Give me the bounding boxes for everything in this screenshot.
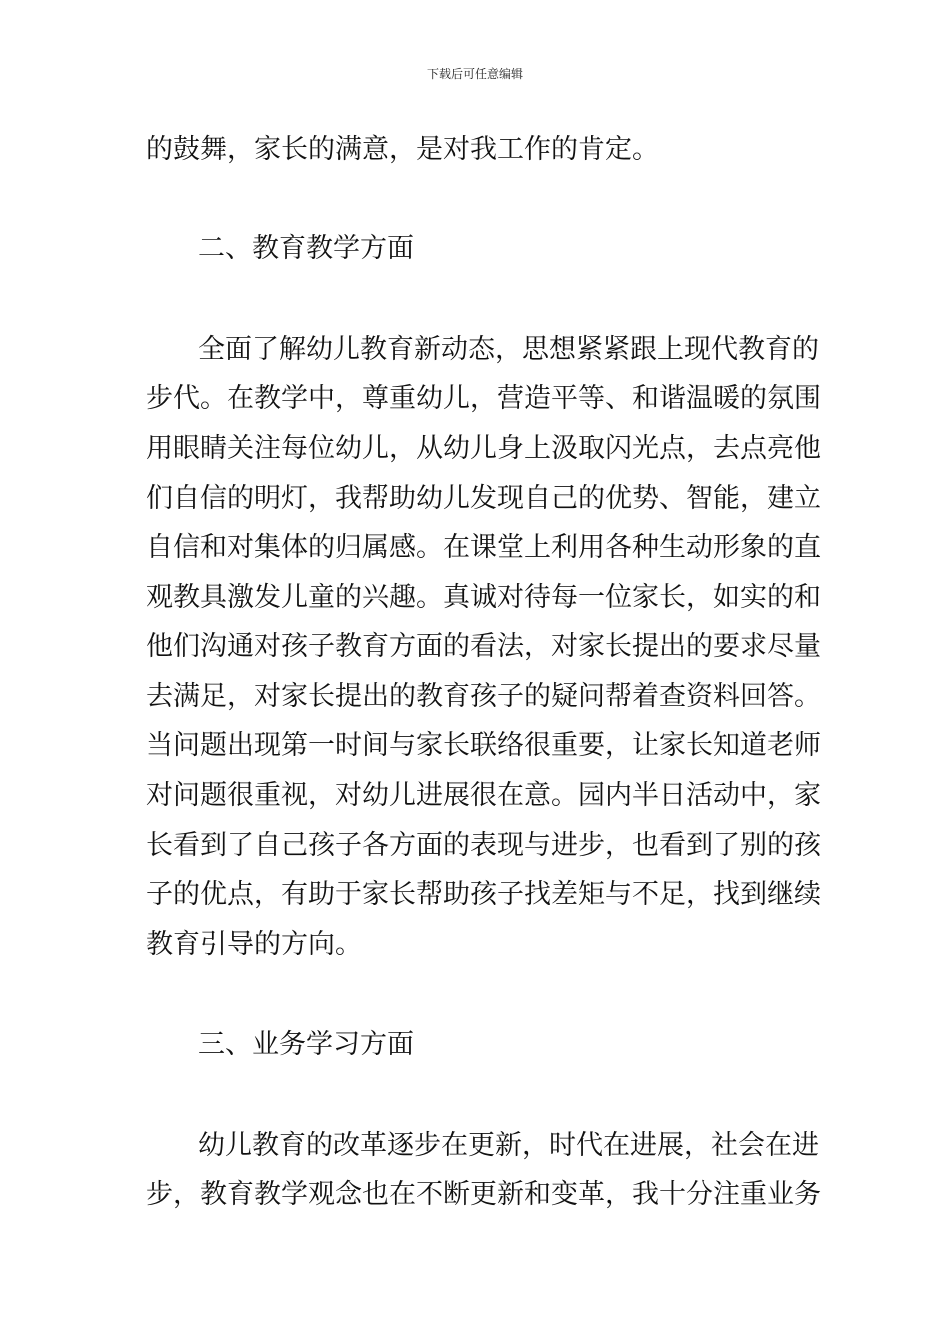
- paragraph-line: 教育引导的方向。: [146, 929, 362, 960]
- paragraph-line: 步，教育教学观念也在不断更新和变革，我十分注重业务: [146, 1179, 821, 1210]
- paragraph-line: 对问题很重视，对幼儿进展很在意。园内半日活动中，家: [146, 780, 821, 811]
- paragraph-line: 观教具激发儿童的兴趣。真诚对待每一位家长，如实的和: [146, 582, 821, 613]
- section-heading-education-teaching: 二、教育教学方面: [198, 233, 414, 264]
- paragraph-line: 他们沟通对孩子教育方面的看法，对家长提出的要求尽量: [146, 631, 821, 662]
- paragraph-line: 子的优点，有助于家长帮助孩子找差矩与不足，找到继续: [146, 879, 821, 910]
- paragraph-line: 步代。在教学中，尊重幼儿，营造平等、和谐温暖的氛围: [146, 383, 821, 414]
- paragraph-line: 当问题出现第一时间与家长联络很重要，让家长知道老师: [146, 730, 821, 761]
- paragraph-line: 幼儿教育的改革逐步在更新，时代在进展，社会在进: [198, 1130, 819, 1161]
- paragraph-continuation-line: 的鼓舞，家长的满意，是对我工作的肯定。: [146, 134, 659, 165]
- section-heading-professional-study: 三、业务学习方面: [198, 1029, 414, 1060]
- page-header-text: 下载后可任意编辑: [426, 67, 523, 81]
- paragraph-line: 全面了解幼儿教育新动态，思想紧紧跟上现代教育的: [198, 334, 819, 365]
- paragraph-line: 去满足，对家长提出的教育孩子的疑问帮着查资料回答。: [146, 681, 821, 712]
- paragraph-line: 们自信的明灯，我帮助幼儿发现自己的优势、智能，建立: [146, 483, 821, 514]
- paragraph-line: 自信和对集体的归属感。在课堂上利用各种生动形象的直: [146, 532, 821, 563]
- paragraph-line: 用眼睛关注每位幼儿，从幼儿身上汲取闪光点，去点亮他: [146, 433, 821, 464]
- paragraph-line: 长看到了自己孩子各方面的表现与进步，也看到了别的孩: [146, 830, 821, 861]
